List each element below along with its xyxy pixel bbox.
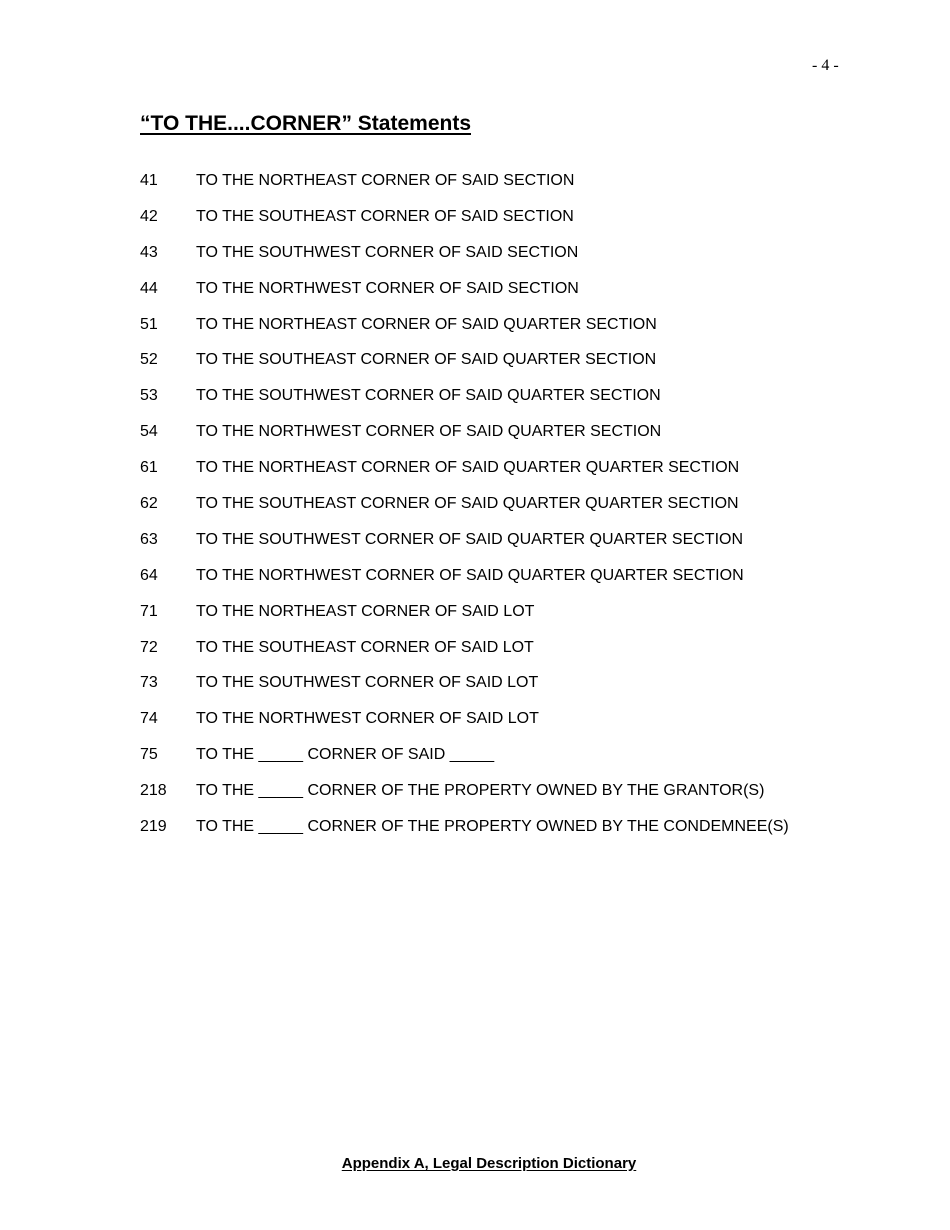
- statement-code: 54: [140, 423, 158, 441]
- statement-text: TO THE SOUTHEAST CORNER OF SAID QUARTER SECTION: [196, 351, 657, 369]
- statement-row: [140, 565, 840, 601]
- page-title: “TO THE....CORNER” Statements: [140, 112, 471, 135]
- statement-text: TO THE NORTHWEST CORNER OF SAID LOT: [196, 710, 539, 728]
- statement-text: TO THE SOUTHWEST CORNER OF SAID SECTION: [196, 243, 579, 261]
- statement-code: 52: [140, 351, 158, 369]
- statement-code: 43: [140, 243, 158, 261]
- statement-row: [140, 349, 840, 385]
- statement-list: [140, 170, 840, 852]
- statement-text: TO THE NORTHEAST CORNER OF SAID SECTION: [196, 172, 575, 189]
- statement-row: [140, 385, 840, 421]
- statement-code: 42: [140, 207, 158, 225]
- statement-row: [140, 744, 840, 780]
- statement-row: [140, 672, 840, 708]
- page-number: - 4 -: [812, 57, 839, 74]
- statement-text: TO THE SOUTHEAST CORNER OF SAID SECTION: [196, 207, 574, 225]
- statement-code: 72: [140, 638, 158, 656]
- statement-text: TO THE SOUTHWEST CORNER OF SAID LOT: [196, 674, 539, 692]
- statement-code: 62: [140, 495, 158, 513]
- statement-text: TO THE NORTHEAST CORNER OF SAID QUARTER SECTION: [196, 315, 657, 333]
- statement-text: TO THE SOUTHWEST CORNER OF SAID QUARTER SECTION: [196, 387, 661, 405]
- statement-text: TO THE NORTHEAST CORNER OF SAID QUARTER QUARTER SECTION: [196, 459, 740, 477]
- statement-code: 219: [140, 818, 167, 836]
- statement-row: [140, 816, 840, 852]
- statement-row: [140, 170, 840, 206]
- statement-row: [140, 493, 840, 529]
- statement-text: TO THE NORTHWEST CORNER OF SAID SECTION: [196, 279, 579, 297]
- statement-row: [140, 206, 840, 242]
- statement-code: 71: [140, 602, 158, 620]
- statement-row: [140, 637, 840, 673]
- statement-code: 64: [140, 566, 158, 584]
- statement-text: TO THE NORTHEAST CORNER OF SAID LOT: [196, 602, 535, 620]
- statement-row: [140, 529, 840, 565]
- statement-code: 63: [140, 530, 158, 548]
- statement-text: TO THE SOUTHWEST CORNER OF SAID QUARTER QUARTER SECTION: [196, 530, 744, 548]
- statement-text: TO THE NORTHWEST CORNER OF SAID QUARTER SECTION: [196, 423, 662, 441]
- statement-text: TO THE SOUTHEAST CORNER OF SAID QUARTER QUARTER SECTION: [196, 495, 739, 513]
- statement-row: [140, 780, 840, 816]
- statement-text: TO THE NORTHWEST CORNER OF SAID QUARTER QUARTER SECTION: [196, 566, 744, 584]
- statement-text: TO THE SOUTHEAST CORNER OF SAID LOT: [196, 638, 534, 656]
- statement-code: 44: [140, 279, 158, 297]
- statement-code: 74: [140, 710, 158, 728]
- statement-code: 75: [140, 746, 158, 764]
- statement-row: [140, 601, 840, 637]
- statement-row: [140, 708, 840, 744]
- statement-row: [140, 278, 840, 314]
- statement-code: 41: [140, 172, 158, 189]
- statement-text: TO THE _____ CORNER OF THE PROPERTY OWNED BY THE CONDEMNEE(S): [196, 818, 789, 836]
- statement-code: 61: [140, 459, 158, 477]
- statement-row: [140, 314, 840, 350]
- statement-row: [140, 242, 840, 278]
- statement-row: [140, 421, 840, 457]
- statement-text: TO THE _____ CORNER OF THE PROPERTY OWNED BY THE GRANTOR(S): [196, 782, 765, 800]
- statement-row: [140, 457, 840, 493]
- statement-text: TO THE _____ CORNER OF SAID _____: [196, 746, 495, 764]
- statement-code: 51: [140, 315, 158, 333]
- statement-code: 53: [140, 387, 158, 405]
- statement-code: 73: [140, 674, 158, 692]
- footer-title: Appendix A, Legal Description Dictionary: [341, 1155, 637, 1172]
- statement-code: 218: [140, 782, 167, 800]
